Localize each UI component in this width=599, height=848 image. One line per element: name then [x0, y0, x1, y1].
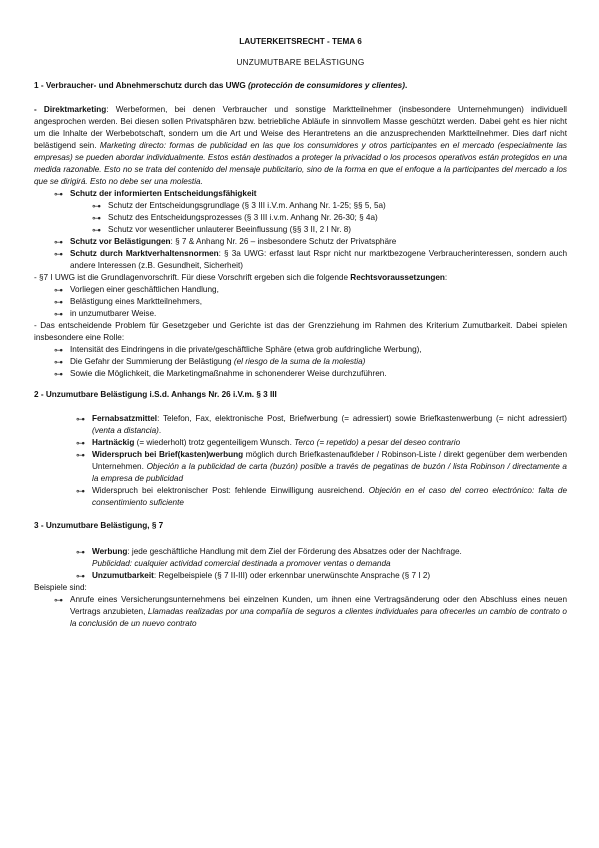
direktmarketing-translation: Marketing directo: formas de publicidad en las que los consumidores y otros participantes en el mercado (especialmente las empresas) se pueden abordar individualmente. Estos están destinados a proteger la privacidad o los procesos operativos están protegidos en una medida razonable. Esto no se trata del contenido del mensaje publicitario, sino de la forma en que el enfoque a la participantes del mercado a los que se dirigirá. Esto no debe ser una molestia. [34, 141, 568, 186]
s7-intro-end: : [444, 273, 448, 282]
elektronisch-text: Widerspruch bei elektronischer Post: fehlende Einwilligung ausreichend. [92, 486, 369, 495]
beispiele-list [34, 594, 567, 630]
section-1-heading [34, 80, 567, 92]
s7-intro-bold: Rechtsvoraussetzungen [350, 273, 445, 282]
direktmarketing-label: - Direktmarketing [34, 105, 107, 114]
list-item [34, 248, 567, 272]
rolle-translation: (el riesgo de la suma de la molestia) [233, 357, 366, 366]
key-bullet-icon: ⊶ [54, 309, 63, 319]
s7-intro-text: - §7 I UWG ist die Grundlagenvorschrift. Für diese Vorschrift ergeben sich die folgende [34, 273, 351, 282]
section-1-heading-text: 1 - Verbraucher- und Abnehmerschutz durch das UWG [34, 81, 246, 90]
anruf-text: Anrufe eines Versicherungsunternehmens bei einzelnen Kunden, um ihnen eine Vertragsänderung oder den Abschluss eines neuen Vertrags anzubieten, [70, 595, 567, 616]
list-item [34, 449, 567, 485]
key-bullet-icon: ⊶ [54, 237, 63, 247]
marktverhalten-text: : § 3a UWG: erfasst laut Rspr nicht nur marktbezogene Verbraucherinteressen, sondern auch andere Interessen (z.B. Gesundheit, Sicherheit) [70, 249, 567, 270]
paragraph7-list [34, 546, 567, 582]
document-subtitle: UNZUMUTBARE BELÄSTIGUNG [236, 58, 365, 67]
werbung-label: Werbung [92, 547, 128, 556]
key-bullet-icon: ⊶ [76, 486, 85, 496]
hartnaeckig-translation: Terco (= repetido) a pesar del deseo contrario [294, 438, 461, 447]
direktmarketing-paragraph [34, 104, 567, 188]
key-bullet-icon: ⊶ [54, 369, 63, 379]
sub-item-text: Schutz vor wesentlicher unlauterer Beeinflussung (§§ 3 II, 2 I Nr. 8) [108, 225, 352, 234]
key-bullet-icon: ⊶ [54, 297, 63, 307]
key-bullet-icon: ⊶ [76, 571, 85, 581]
list-item [34, 356, 567, 368]
belaestigung-text: : § 7 & Anhang Nr. 26 – insbesondere Schutz der Privatsphäre [170, 237, 397, 246]
belaestigung-label: Schutz vor Belästigungen [70, 237, 171, 246]
anruf-translation: Llamadas realizadas por una compañía de seguros a clientes individuales para ofrecerles un cambio de contrato o la conclusión de un nuevo contrato [70, 607, 567, 628]
section-3-heading: 3 - Unzumutbare Belästigung, § 7 [34, 521, 164, 530]
list-item [34, 188, 567, 200]
schutz-list [34, 188, 567, 272]
list-item [34, 570, 567, 582]
list-item [34, 594, 567, 630]
direktmarketing-text: : Werbeformen, bei denen Verbraucher und sonstige Marktteilnehmer (insbesondere Unternehmungen) individuell angesprochen werden. Bei diesen sollen Privatsphären bzw. betriebliche Abläufe in sinnvollem Masse geschützt werden. Dabei geht es hier nicht um die Inhalte der Werbebotschaft, sondern um die Art und Weise des Herantretens an die anzusprechenden Marktteilnehmer. Dies darf nicht belästigend sein. [34, 105, 568, 150]
list-item [34, 212, 567, 224]
werbung-translation: Publicidad: cualquier actividad comercial destinada a promover ventas o demanda [92, 559, 391, 568]
marktverhalten-label: Schutz durch Marktverhaltensnormen [70, 249, 219, 258]
rolle-text: Die Gefahr der Summierung der Belästigung [70, 357, 234, 366]
document-title: LAUTERKEITSRECHT - TEMA 6 [239, 37, 362, 46]
key-bullet-icon: ⊶ [54, 345, 63, 355]
list-item [34, 368, 567, 380]
key-bullet-icon: ⊶ [76, 547, 85, 557]
werbung-text: : jede geschäftliche Handlung mit dem Ziel der Förderung des Absatzes oder der Nachfrage. [127, 547, 462, 556]
beispiele-label: Beispiele sind: [34, 583, 87, 592]
widerspruch-translation: Objeción a la publicidad de carta (buzón) posible a través de pegatinas de buzón / lista Robinson / directamente a la empresa de publicidad [92, 462, 567, 483]
section-1-heading-translation: (protección de consumidores y clientes) [247, 81, 405, 90]
key-bullet-icon: ⊶ [92, 213, 101, 223]
section-1-heading-end: . [404, 81, 408, 90]
list-item [34, 296, 567, 308]
list-item [34, 200, 567, 212]
hartnaeckig-label: Hartnäckig [92, 438, 135, 447]
list-item [34, 344, 567, 356]
key-bullet-icon: ⊶ [92, 201, 101, 211]
sub-item-text: Schutz des Entscheidungsprozesses (§ 3 III i.v.m. Anhang Nr. 26-30; § 4a) [108, 213, 378, 222]
sub-item-text: Schutz der Entscheidungsgrundlage (§ 3 III i.V.m. Anhang Nr. 1-25; §§ 5, 5a) [108, 201, 386, 210]
widerspruch-label: Widerspruch bei Brief(kasten)werbung [92, 450, 244, 459]
list-item [34, 308, 567, 320]
problem-paragraph: - Das entscheidende Problem für Gesetzgeber und Gerichte ist das der Grenzziehung im Rahmen des Kriterium Zumutbarkeit. Dabei spielen insbesondere eine Rolle: [34, 321, 567, 342]
key-bullet-icon: ⊶ [54, 249, 63, 259]
key-bullet-icon: ⊶ [54, 285, 63, 295]
fernabsatz-end: . [158, 426, 162, 435]
fernabsatz-text: : Telefon, Fax, elektronische Post, Briefwerbung (= adressiert) sowie Briefkastenwerbung (= nicht adressiert) [157, 414, 567, 423]
voraussetzungen-list [34, 284, 567, 320]
voraussetzung-text: Vorliegen einer geschäftlichen Handlung, [70, 285, 219, 294]
key-bullet-icon: ⊶ [76, 438, 85, 448]
rolle-list [34, 344, 567, 380]
unzumutbarkeit-text: : Regelbeispiele (§ 7 II-III) oder erkennbar unerwünschte Ansprache (§ 7 I 2) [153, 571, 431, 580]
key-bullet-icon: ⊶ [92, 225, 101, 235]
key-bullet-icon: ⊶ [54, 357, 63, 367]
key-bullet-icon: ⊶ [54, 595, 63, 605]
key-bullet-icon: ⊶ [76, 450, 85, 460]
schutz-entscheidung-label: Schutz der informierten Entscheidungsfähigkeit [70, 189, 257, 198]
widerspruch-text: möglich durch Briefkastenaufkleber / Robinson-Liste / direkt gegenüber dem werbenden Unternehmen. [92, 450, 567, 471]
key-bullet-icon: ⊶ [76, 414, 85, 424]
list-item [34, 546, 567, 570]
elektronisch-translation: Objeción en el caso del correo electrónico: falta de consentimiento suficiente [92, 486, 567, 507]
list-item [34, 485, 567, 509]
section-2-heading: 2 - Unzumutbare Belästigung i.S.d. Anhangs Nr. 26 i.V.m. § 3 III [34, 390, 277, 399]
list-item [34, 224, 567, 236]
rolle-text: Intensität des Eindringens in die private/geschäftliche Sphäre (etwa grob aufdringliche Werbung), [70, 345, 422, 354]
anhang-list [34, 413, 567, 509]
list-item [34, 437, 567, 449]
fernabsatz-translation: (venta a distancia) [92, 426, 159, 435]
list-item [34, 284, 567, 296]
list-item [34, 236, 567, 248]
unzumutbarkeit-label: Unzumutbarkeit [92, 571, 154, 580]
rolle-text: Sowie die Möglichkeit, die Marketingmaßnahme in schonenderer Weise durchzuführen. [70, 369, 387, 378]
s7-intro [34, 272, 567, 284]
voraussetzung-text: Belästigung eines Marktteilnehmers, [70, 297, 202, 306]
list-item [34, 413, 567, 437]
fernabsatz-label: Fernabsatzmittel [92, 414, 158, 423]
key-bullet-icon: ⊶ [54, 189, 63, 199]
voraussetzung-text: in unzumutbarer Weise. [70, 309, 157, 318]
hartnaeckig-text: (= wiederholt) trotz gegenteiligem Wunsch. [134, 438, 295, 447]
